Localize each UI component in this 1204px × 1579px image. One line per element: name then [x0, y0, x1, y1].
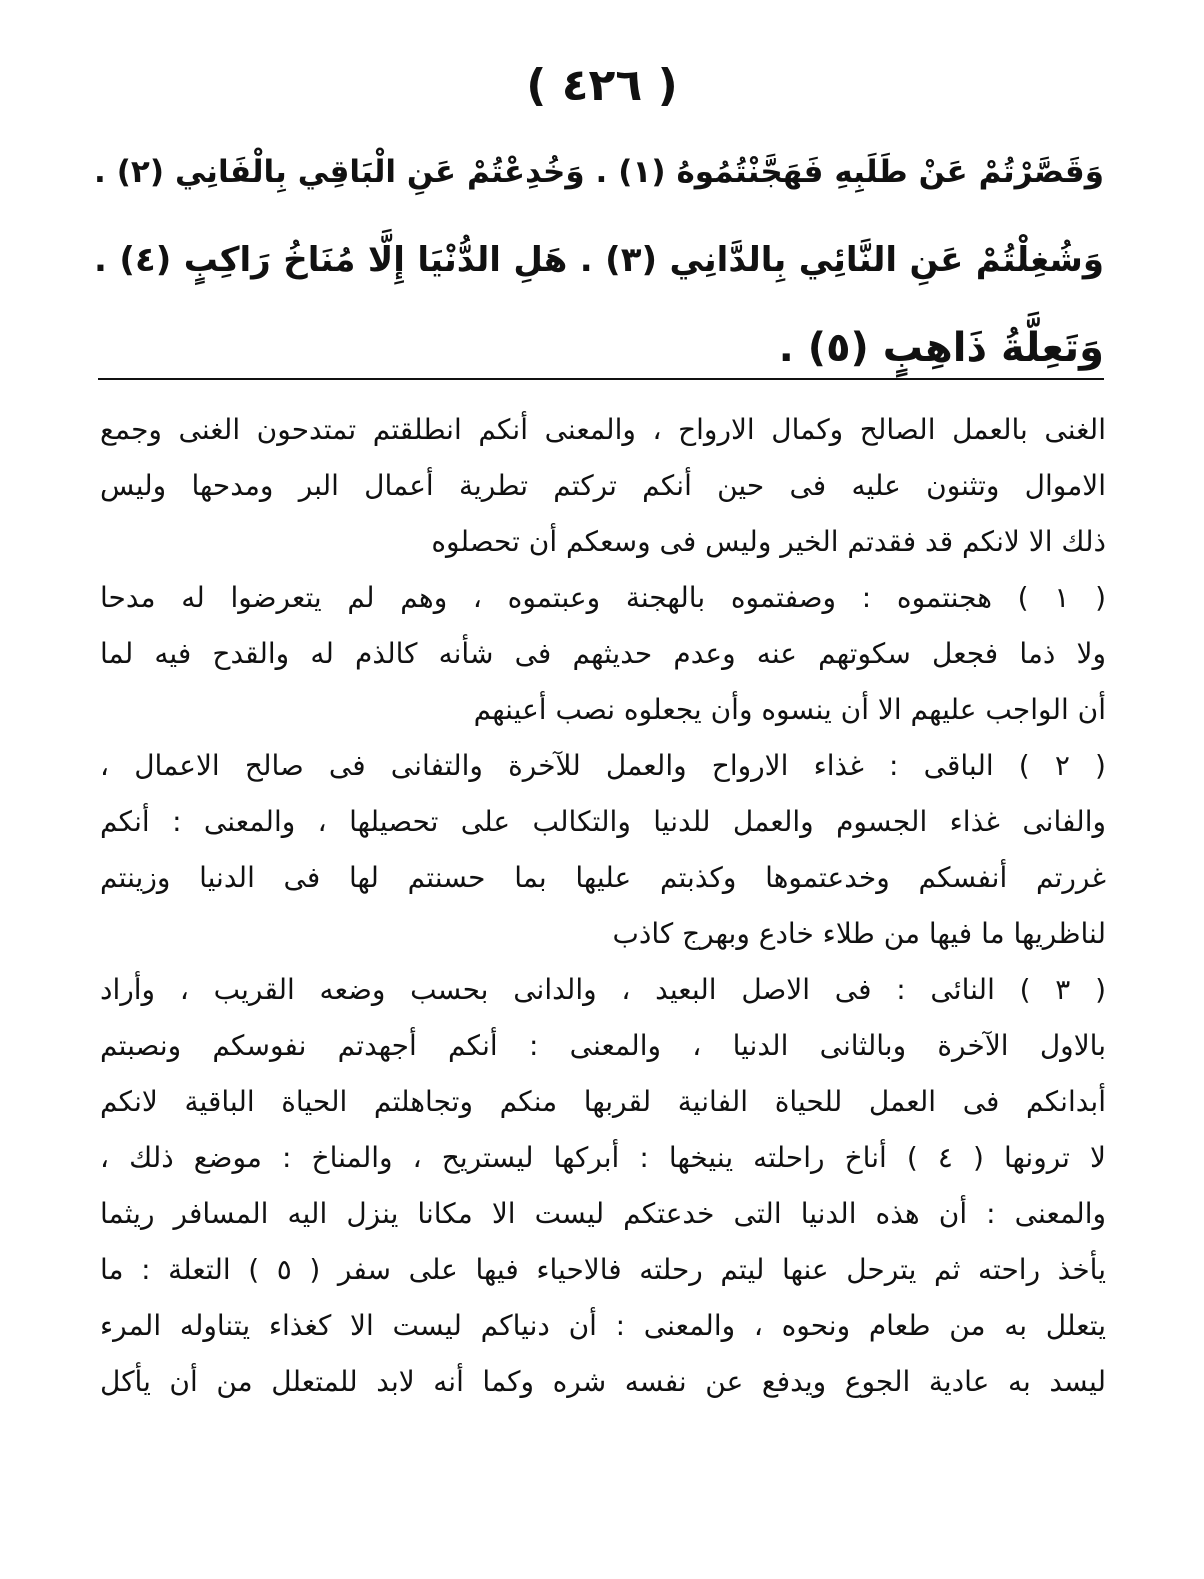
footnote-line: يتعلل به من طعام ونحوه ، والمعنى : أن دنياكم ليست الا كغذاء يتناوله المرء [100, 1309, 1106, 1342]
verse-line: وَقَصَّرْتُمْ عَنْ طَلَبِهِ فَهَجَّنْتُمُوهُ (١) . وَخُدِعْتُمْ عَنِ الْبَاقِي بِالْفَانِي (٢) . [94, 154, 1104, 190]
verse-text-block [94, 128, 1104, 392]
footnote-line: لا ترونها ( ٤ ) أناخ راحلته ينيخها : أبركها ليستريح ، والمناخ : موضع ذلك ، [100, 1141, 1106, 1174]
footnote-line: لناظريها ما فيها من طلاء خادع وبهرج كاذب [612, 917, 1106, 950]
footnote-line: ( ١ ) هجنتموه : وصفتموه بالهجنة وعبتموه ، وهم لم يتعرضوا له مدحا [100, 581, 1107, 614]
verse-line: وَشُغِلْتُمْ عَنِ النَّائِي بِالدَّانِي (٣) . هَلِ الدُّنْيَا إِلَّا مُنَاخُ رَاكِبٍ (٤) . [94, 240, 1104, 280]
footnote-line: الغنى بالعمل الصالح وكمال الارواح ، والمعنى أنكم انطلقتم تمتدحون الغنى وجمع [100, 413, 1106, 446]
footnote-line: ولا ذما فجعل سكوتهم عنه وعدم حديثهم فى شأنه كالذم له والقدح فيه لما [100, 637, 1106, 670]
footnote-line: غررتم أنفسكم وخدعتموها وكذبتم عليها بما حسنتم لها فى الدنيا وزينتم [100, 861, 1106, 894]
footnote-line: أن الواجب عليهم الا أن ينسوه وأن يجعلوه نصب أعينهم [473, 693, 1106, 726]
footnote-line: يأخذ راحته ثم يترحل عنها ليتم رحلته فالاحياء فيها على سفر ( ٥ ) التعلة : ما [100, 1253, 1106, 1286]
verse-line: وَتَعِلَّةُ ذَاهِبٍ (٥) . [778, 325, 1104, 371]
footnote-line: ( ٢ ) الباقى : غذاء الارواح والعمل للآخرة والتفانى فى صالح الاعمال ، [100, 749, 1106, 782]
footnote-line: ليسد به عادية الجوع ويدفع عن نفسه شره وكما أنه لابد للمتعلل من أن يأكل [100, 1365, 1106, 1398]
page-number: ( ٤٢٦ ) [526, 60, 678, 111]
footnote-line: ( ٣ ) النائى : فى الاصل البعيد ، والدانى بحسب وضعه القريب ، وأراد [100, 973, 1106, 1006]
footnotes-block [100, 402, 1106, 1410]
footnote-line: بالاول الآخرة وبالثانى الدنيا ، والمعنى : أنكم أجهدتم نفوسكم ونصبتم [100, 1029, 1106, 1062]
footnote-line: أبدانكم فى العمل للحياة الفانية لقربها منكم وتجاهلتم الحياة الباقية لانكم [100, 1085, 1106, 1118]
footnote-line: ذلك الا لانكم قد فقدتم الخير وليس فى وسعكم أن تحصلوه [431, 525, 1106, 558]
footnote-line: الاموال وتثنون عليه فى حين أنكم تركتم تطرية أعمال البر ومدحها وليس [100, 469, 1106, 502]
footnote-line: والفانى غذاء الجسوم والعمل للدنيا والتكالب على تحصيلها ، والمعنى : أنكم [100, 805, 1106, 838]
footnote-divider [98, 378, 1104, 380]
footnote-line: والمعنى : أن هذه الدنيا التى خدعتكم ليست الا مكانا ينزل اليه المسافر ريثما [100, 1197, 1106, 1230]
